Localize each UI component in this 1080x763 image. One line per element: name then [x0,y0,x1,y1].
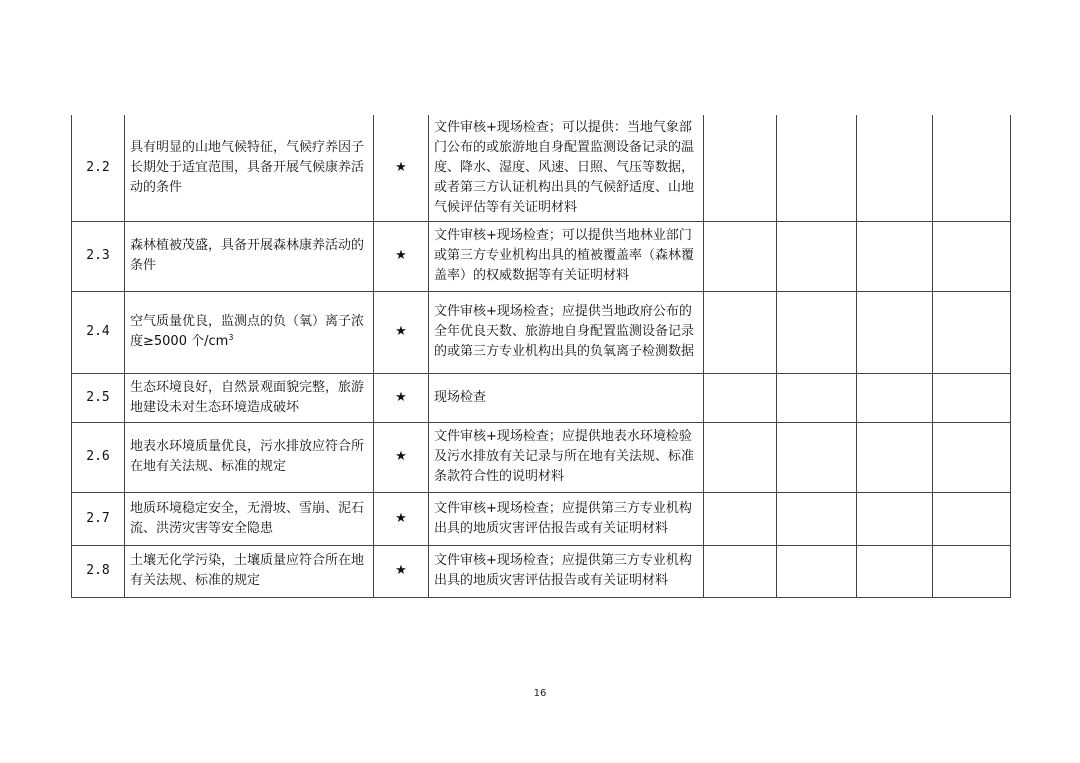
blank-cell [857,291,933,373]
table-row [72,422,1011,492]
blank-cell [857,221,933,291]
item-number: 2.8 [72,545,125,597]
table-row [72,492,1011,545]
superscript: 3 [228,333,234,342]
page-number: 16 [533,688,547,699]
assessment-method: 文件审核+现场检查；可以提供当地林业部门或第三方专业机构出具的植被覆盖率（森林覆盖率）的权威数据等有关证明材料 [429,221,704,291]
star-icon: ★ [374,115,429,221]
blank-cell [933,291,1011,373]
requirement-text: 具有明显的山地气候特征，气候疗养因子长期处于适宜范围，具备开展气候康养活动的条件 [125,115,374,221]
blank-cell [857,373,933,422]
blank-cell [704,115,777,221]
blank-cell [857,492,933,545]
assessment-method: 文件审核+现场检查；应提供第三方专业机构出具的地质灾害评估报告或有关证明材料 [429,492,704,545]
item-number: 2.7 [72,492,125,545]
assessment-method: 现场检查 [429,373,704,422]
star-icon: ★ [374,422,429,492]
requirement-text: 地质环境稳定安全，无滑坡、雪崩、泥石流、洪涝灾害等安全隐患 [125,492,374,545]
requirement-text: 生态环境良好，自然景观面貌完整，旅游地建设未对生态环境造成破坏 [125,373,374,422]
blank-cell [777,422,857,492]
blank-cell [933,221,1011,291]
item-number: 2.6 [72,422,125,492]
blank-cell [857,115,933,221]
requirement-text: 土壤无化学污染，土壤质量应符合所在地有关法规、标准的规定 [125,545,374,597]
table-row [72,291,1011,373]
blank-cell [933,115,1011,221]
blank-cell [777,545,857,597]
star-icon: ★ [374,221,429,291]
assessment-method: 文件审核+现场检查；应提供地表水环境检验及污水排放有关记录与所在地有关法规、标准条款符合性的说明材料 [429,422,704,492]
blank-cell [704,291,777,373]
assessment-method: 文件审核+现场检查；应提供当地政府公布的全年优良天数、旅游地自身配置监测设备记录的或第三方专业机构出具的负氧离子检测数据 [429,291,704,373]
criteria-table [71,115,1011,598]
item-number: 2.3 [72,221,125,291]
assessment-method: 文件审核+现场检查；应提供第三方专业机构出具的地质灾害评估报告或有关证明材料 [429,545,704,597]
blank-cell [704,545,777,597]
blank-cell [777,115,857,221]
blank-cell [933,492,1011,545]
star-icon: ★ [374,291,429,373]
item-number: 2.2 [72,115,125,221]
item-number: 2.4 [72,291,125,373]
requirement-text: 空气质量优良，监测点的负（氧）离子浓度≥5000 个/cm [130,314,365,349]
table-row [72,373,1011,422]
blank-cell [857,545,933,597]
blank-cell [777,373,857,422]
star-icon: ★ [374,545,429,597]
blank-cell [704,373,777,422]
blank-cell [704,422,777,492]
table-row [72,221,1011,291]
blank-cell [777,221,857,291]
requirement-text: 森林植被茂盛，具备开展森林康养活动的条件 [125,221,374,291]
item-number: 2.5 [72,373,125,422]
blank-cell [704,492,777,545]
requirement-cell [125,291,374,373]
blank-cell [777,492,857,545]
table-row [72,545,1011,597]
blank-cell [704,221,777,291]
blank-cell [777,291,857,373]
assessment-method: 文件审核+现场检查；可以提供：当地气象部门公布的或旅游地自身配置监测设备记录的温度、降水、湿度、风速、日照、气压等数据，或者第三方认证机构出具的气候舒适度、山地气候评估等有关证明材料 [429,115,704,221]
blank-cell [933,545,1011,597]
requirement-text: 地表水环境质量优良，污水排放应符合所在地有关法规、标准的规定 [125,422,374,492]
blank-cell [933,373,1011,422]
star-icon: ★ [374,492,429,545]
blank-cell [857,422,933,492]
blank-cell [933,422,1011,492]
table-row [72,115,1011,221]
star-icon: ★ [374,373,429,422]
